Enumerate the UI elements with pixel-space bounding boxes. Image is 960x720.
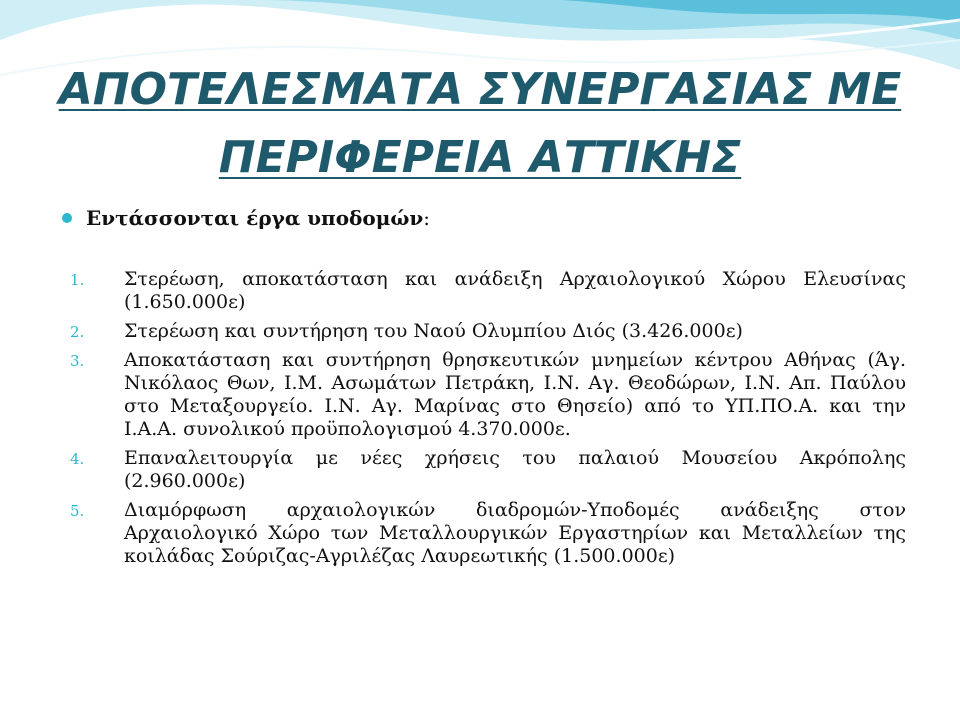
list-item: [70, 447, 906, 493]
intro-bullet: [62, 206, 430, 230]
project-list: [70, 268, 906, 574]
list-item-number: 1.: [70, 271, 85, 289]
list-item-number: 4.: [70, 450, 85, 468]
list-item-text: Επαναλειτουργία με νέες χρήσεις του παλαιού Μουσείου Ακρόπολης (2.960.000ε): [124, 447, 906, 492]
list-item-number: 2.: [70, 323, 85, 341]
list-item-text: Στερέωση και συντήρηση του Ναού Ολυμπίου Διός (3.426.000ε): [124, 320, 743, 342]
list-item: [70, 499, 906, 568]
title-line-1: ΑΠΟΤΕΛΕΣΜΑΤΑ ΣΥΝΕΡΓΑΣΙΑΣ ΜΕ: [58, 64, 902, 115]
list-item: [70, 349, 906, 441]
intro-colon: :: [423, 206, 431, 230]
list-item-number: 5.: [70, 502, 85, 520]
intro-bold-text: Εντάσσονται έργα υποδομών: [86, 206, 424, 230]
list-item-number: 3.: [70, 352, 85, 370]
list-item-text: Διαμόρφωση αρχαιολογικών διαδρομών-Υποδομές ανάδειξης στον Αρχαιολογικό Χώρο των Μεταλλουργικών Εργαστηρίων και Μεταλλείων της κοιλάδας Σούριζας-Αγριλέζας Λαυρεωτικής (1.500.000ε): [124, 499, 906, 567]
list-item: [70, 268, 906, 314]
title-line-2: ΠΕΡΙΦΕΡΕΙΑ ΑΤΤΙΚΗΣ: [218, 132, 742, 183]
slide-title: [0, 56, 960, 192]
list-item-text: Αποκατάσταση και συντήρηση θρησκευτικών μνημείων κέντρου Αθήνας (Άγ. Νικόλαος Θων, Ι.Μ. Ασωμάτων Πετράκη, Ι.Ν. Αγ. Θεοδώρων, Ι.Ν. Απ. Παύλου στο Μεταξουργείο. Ι.Ν. Αγ. Μαρίνας στο Θησείο) από το ΥΠ.ΠΟ.Α. και την Ι.Α.Α. συνολικού προϋπολογισμού 4.370.000ε.: [124, 349, 906, 440]
list-item-text: Στερέωση, αποκατάσταση και ανάδειξη Αρχαιολογικού Χώρου Ελευσίνας (1.650.000ε): [124, 268, 906, 313]
bullet-dot-icon: [62, 213, 72, 223]
list-item: [70, 320, 906, 343]
